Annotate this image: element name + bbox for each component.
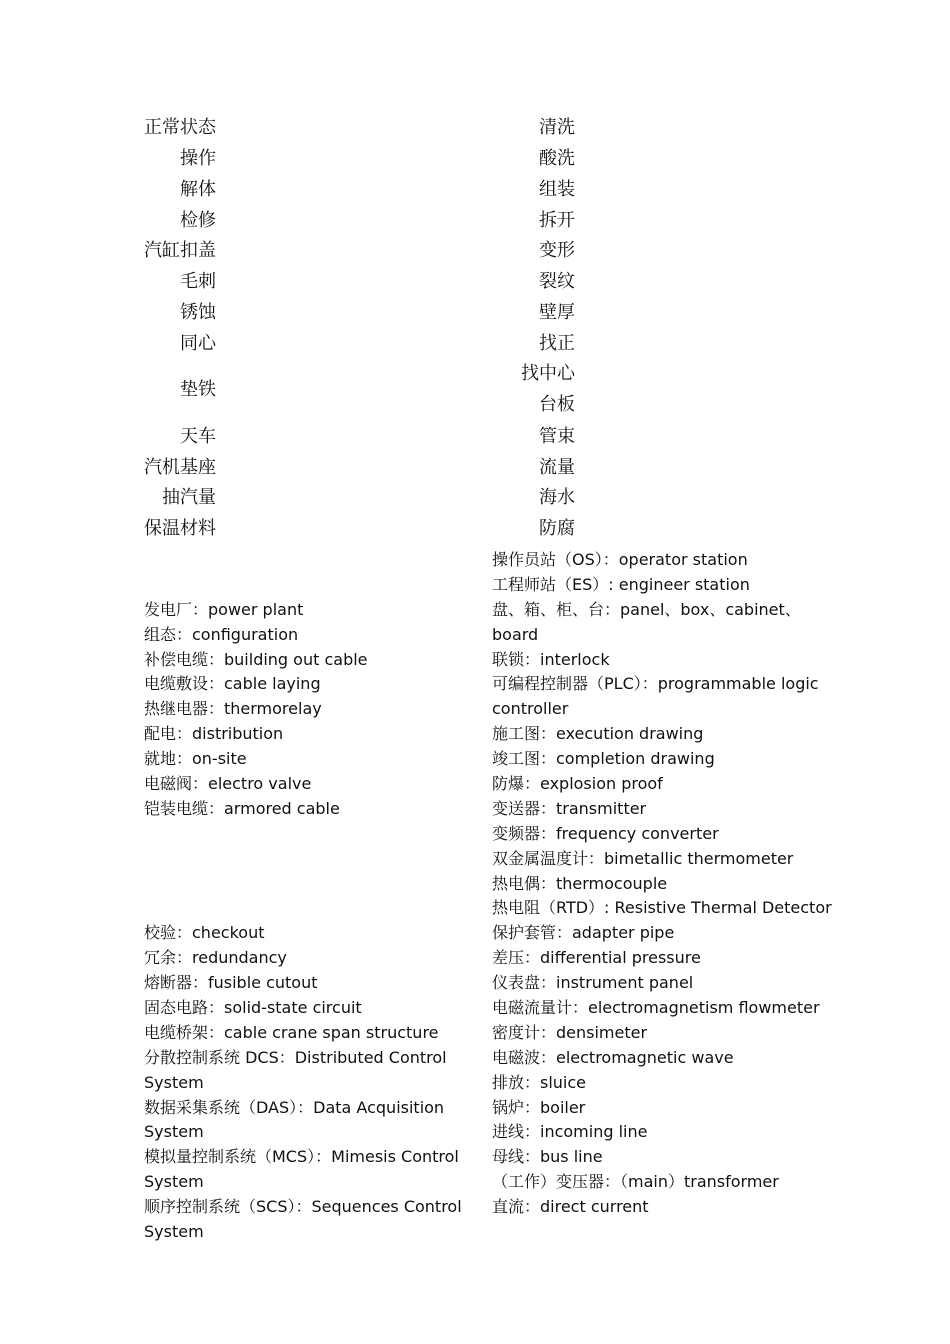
glossary-entry: 变送器：transmitter (492, 798, 647, 818)
glossary-entry: 保护套管：adapter pipe (492, 923, 675, 943)
glossary-entry: 直流：direct current (492, 1197, 649, 1217)
glossary-entry: 变频器：frequency converter (492, 823, 719, 843)
term-right: 变形 (539, 240, 575, 261)
term-right: 找中心 (521, 363, 575, 384)
glossary-left-column (144, 548, 474, 1245)
glossary-entry: 组态：configuration (144, 624, 299, 644)
term-right: 海水 (539, 487, 575, 508)
term-left: 垫铁 (180, 379, 216, 400)
glossary-entry: 操作员站（OS）：operator station (492, 550, 748, 569)
term-right: 台板 (539, 394, 575, 415)
glossary-entry: System (144, 1222, 204, 1242)
glossary-entry: 竣工图：completion drawing (492, 749, 715, 769)
glossary-entry: 热电偶：thermocouple (492, 873, 668, 893)
glossary-entry: System (144, 1072, 204, 1092)
term-right: 酸洗 (539, 148, 575, 169)
glossary-entry: 工程师站（ES）: engineer station (492, 574, 750, 594)
glossary-entry: System (144, 1172, 204, 1192)
glossary-entry: 联锁：interlock (492, 649, 610, 669)
term-left: 抽汽量 (162, 487, 216, 508)
term-left: 毛刺 (180, 271, 216, 292)
term-left: 保温材料 (144, 518, 216, 539)
glossary-entry: 分散控制系统 DCS：Distributed Control (144, 1047, 447, 1067)
glossary-entry: 补偿电缆：building out cable (144, 649, 368, 669)
glossary-entry: 密度计：densimeter (492, 1022, 648, 1042)
term-left: 汽机基座 (144, 457, 216, 478)
glossary-entry: controller (492, 699, 569, 719)
glossary-entry: 模拟量控制系统（MCS）：Mimesis Control (144, 1147, 459, 1167)
glossary-entry: 顺序控制系统（SCS）：Sequences Control (144, 1197, 462, 1217)
term-left: 同心 (180, 333, 216, 354)
glossary-entry: 熔断器：fusible cutout (144, 973, 318, 993)
term-right: 清洗 (539, 117, 575, 138)
term-right: 管束 (539, 426, 575, 447)
glossary-entry: 热继电器：thermorelay (144, 699, 322, 719)
glossary-entry: 就地：on-site (144, 749, 247, 769)
term-left: 汽缸扣盖 (144, 240, 216, 261)
term-right: 找正 (539, 333, 575, 354)
term-left: 检修 (180, 210, 216, 231)
glossary-entry: 固态电路：solid-state circuit (144, 998, 362, 1018)
term-right: 防腐 (539, 518, 575, 539)
glossary-entry: 母线：bus line (492, 1147, 603, 1167)
glossary-entry: board (492, 624, 539, 644)
glossary-entry: 仪表盘：instrument panel (492, 973, 694, 993)
term-right: 裂纹 (539, 271, 575, 292)
glossary-entry: （工作）变压器：（main）transformer (492, 1172, 779, 1192)
glossary-entry: 电缆桥架：cable crane span structure (144, 1022, 439, 1042)
glossary-entry: 盘、箱、柜、台：panel、box、cabinet、 (492, 599, 801, 619)
glossary-entry: 施工图：execution drawing (492, 724, 704, 744)
glossary-entry: 可编程控制器（PLC）：programmable logic (492, 674, 819, 694)
term-right: 壁厚 (539, 302, 575, 323)
term-left: 天车 (180, 426, 216, 447)
glossary-entry: 差压：differential pressure (492, 948, 701, 968)
glossary-entry: 锅炉：boiler (492, 1097, 586, 1117)
term-left: 正常状态 (144, 117, 216, 138)
glossary-entry: 电缆敷设：cable laying (144, 674, 321, 694)
glossary-entry: 数据采集系统（DAS）：Data Acquisition (144, 1097, 445, 1117)
glossary-entry: 配电：distribution (144, 724, 284, 744)
glossary-entry: 进线：incoming line (492, 1122, 648, 1142)
glossary-right-column (492, 548, 832, 1220)
glossary-entry: 电磁波：electromagnetic wave (492, 1047, 734, 1067)
glossary-entry: 排放：sluice (492, 1072, 587, 1092)
term-right: 流量 (539, 457, 575, 478)
glossary-entry: 铠装电缆：armored cable (144, 798, 340, 818)
glossary-entry: 电磁流量计：electromagnetism flowmeter (492, 998, 820, 1018)
glossary-entry: 防爆：explosion proof (492, 774, 663, 794)
glossary-entry: 电磁阀：electro valve (144, 774, 312, 794)
glossary-entry: System (144, 1122, 204, 1142)
term-right: 拆开 (539, 210, 575, 231)
glossary-entry: 校验：checkout (144, 923, 265, 943)
glossary-entry: 双金属温度计：bimetallic thermometer (492, 848, 794, 868)
glossary-entry: 热电阻（RTD）: Resistive Thermal Detector (492, 898, 832, 918)
glossary-entry: 冗余：redundancy (144, 948, 287, 968)
term-right: 组装 (539, 179, 575, 200)
term-left: 解体 (180, 179, 216, 200)
term-left: 操作 (180, 148, 216, 169)
term-left: 锈蚀 (180, 302, 216, 323)
glossary-entry: 发电厂：power plant (144, 599, 304, 619)
